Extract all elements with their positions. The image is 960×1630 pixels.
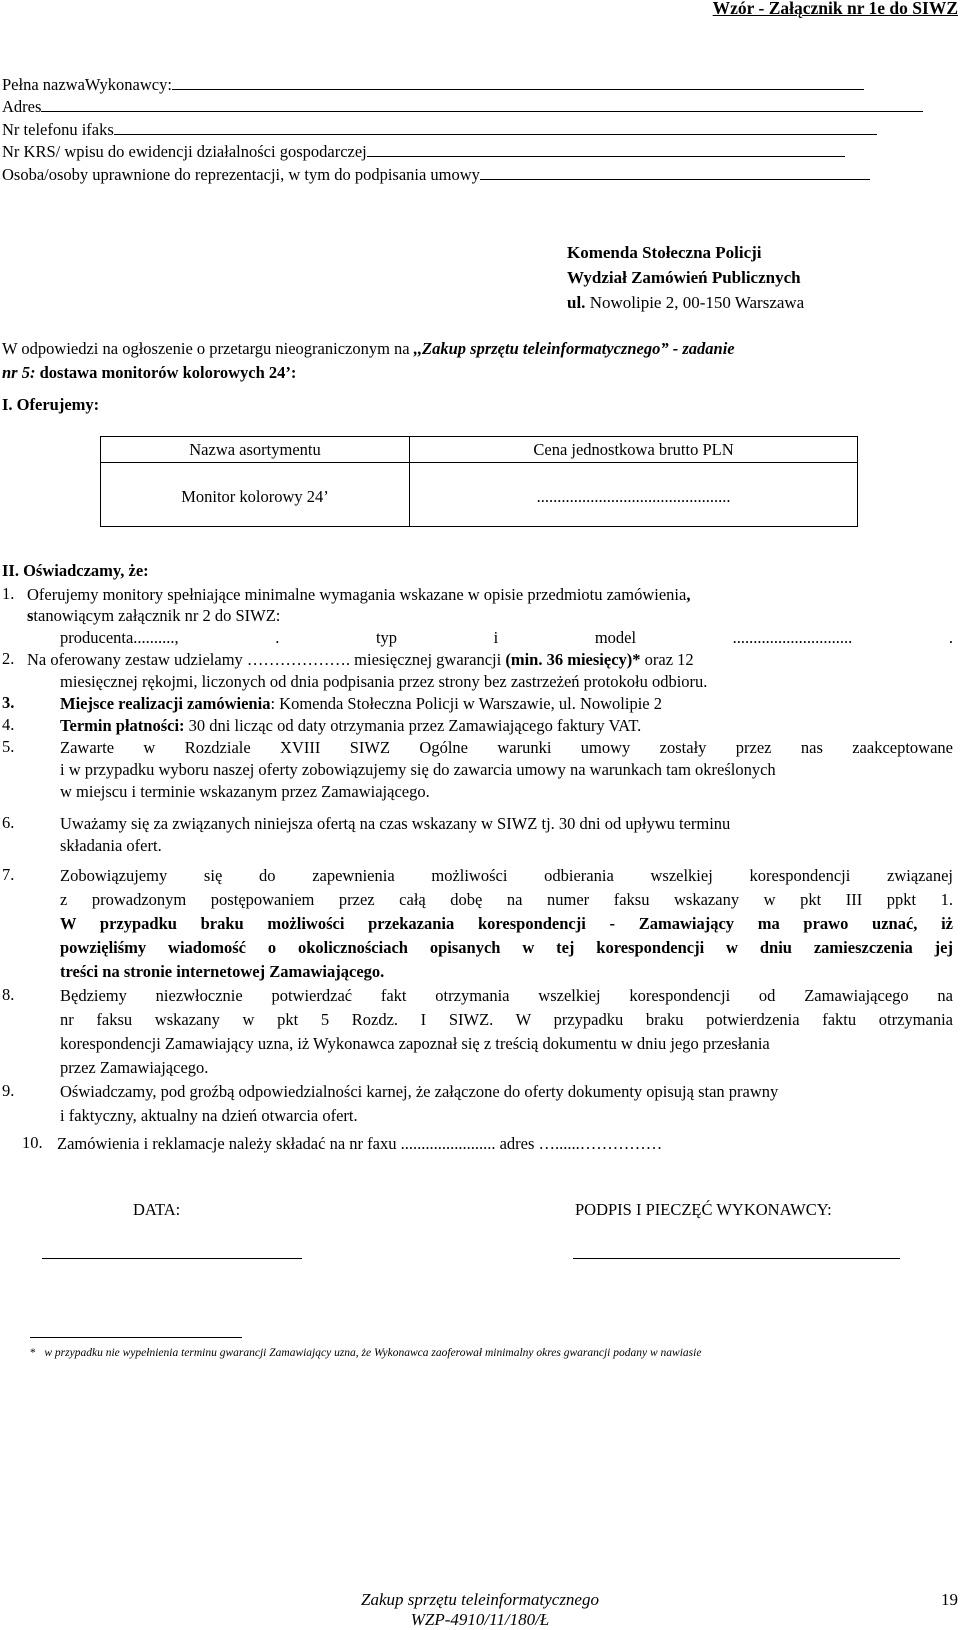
addressee-line3: ul. Nowolipie 2, 00-150 Warszawa (567, 293, 805, 312)
field-full-name (2, 74, 864, 96)
footnote: * w przypadku nie wypełnienia terminu gwarancji Zamawiający uzna, że Wykonawca zaoferował minimalny okres gwarancji podany w nawiasie (30, 1347, 702, 1359)
item-5-line3: w miejscu i terminie wskazanym przez Zamawiającego. (60, 782, 430, 801)
field-label: Adres (2, 97, 42, 116)
fill-line (114, 133, 877, 135)
item-number: 5. (2, 737, 15, 756)
date-line (42, 1258, 302, 1259)
field-krs (2, 141, 845, 163)
item-7-line2: z prowadzonym postępowaniem przez całą dobę na numer faksu wskazany w pkt III ppkt 1. (60, 890, 953, 909)
item-7-line5: treści na stronie internetowej Zamawiającego. (60, 962, 385, 981)
field-label: Nr KRS/ wpisu do ewidencji działalności gospodarczej (2, 142, 367, 161)
item-8-line3: korespondencji Zamawiający uzna, iż Wykonawca zapoznał się z treścią dokumentu w dniu jego przesłania (60, 1034, 770, 1053)
footnote-separator (30, 1337, 242, 1338)
item-3: Miejsce realizacji zamówienia: Komenda Stołeczna Policji w Warszawie, ul. Nowolipie 2 (60, 694, 662, 713)
item-8-line1: Będziemy niezwłocznie potwierdzać fakt otrzymania wszelkiej korespondencji od Zamawiającego na (60, 986, 953, 1005)
item-9-line1: Oświadczamy, pod groźbą odpowiedzialności karnej, że załączone do oferty dokumenty opisują stan prawny (60, 1082, 779, 1101)
item-number: 1. (2, 584, 15, 603)
item-2-line2: miesięcznej rękojmi, liczonych od dnia podpisania przez strony bez zastrzeżeń protokołu odbioru. (60, 672, 708, 691)
field-label: Nr telefonu ifaks (2, 120, 114, 139)
footer-reference: WZP-4910/11/180/Ł (410, 1610, 550, 1629)
item-5-line1: Zawarte w Rozdziale XVIII SIWZ Ogólne warunki umowy zostały przez nas zaakceptowane (60, 738, 953, 757)
item-4: Termin płatności: 30 dni licząc od daty otrzymania przez Zamawiającego faktury VAT. (60, 716, 642, 735)
col-header-name: Nazwa asortymentu (101, 437, 410, 463)
signature-label: PODPIS I PIECZĘĆ WYKONAWCY: (575, 1200, 832, 1219)
fill-line (480, 178, 870, 180)
item-7-line3: W przypadku braku możliwości przekazania korespondencji - Zamawiający ma prawo uznać, iż (60, 914, 953, 933)
addressee-line1: Komenda Stołeczna Policji (567, 243, 762, 262)
cell-product-name: Monitor kolorowy 24’ (101, 463, 410, 527)
item-number: 6. (2, 813, 15, 832)
field-label: Pełna nazwaWykonawcy: (2, 75, 172, 94)
item-9-line2: i faktyczny, aktualny na dzień otwarcia ofert. (60, 1106, 358, 1125)
offer-table (100, 436, 858, 527)
item-1-line2: stanowiącym załącznik nr 2 do SIWZ: (27, 606, 281, 625)
fill-line (172, 88, 864, 90)
item-7-line4: powzięliśmy wiadomość o okolicznościach opisanych w tej korespondencji w dniu zamieszczenia jej (60, 938, 953, 957)
page-number: 19 (941, 1590, 958, 1609)
fill-line (41, 110, 923, 112)
item-2-line1: Na oferowany zestaw udzielamy ………………. miesięcznej gwarancji (min. 36 miesięcy)* oraz 12 (27, 650, 694, 669)
item-6-line1: Uważamy się za związanych niniejsza ofertą na czas wskazany w SIWZ tj. 30 dni od upływu terminu (60, 814, 731, 833)
document-title: Wzór - Załącznik nr 1e do SIWZ (712, 0, 958, 18)
field-label: Osoba/osoby uprawnione do reprezentacji, w tym do podpisania umowy (2, 165, 480, 184)
item-number: 3. (2, 693, 15, 712)
item-number: 7. (2, 865, 15, 884)
item-8-line4: przez Zamawiającego. (60, 1058, 209, 1077)
item-8-line2: nr faksu wskazany w pkt 5 Rozdz. I SIWZ. W przypadku braku potwierdzenia faktu otrzymania (60, 1010, 953, 1029)
field-representatives (2, 164, 870, 186)
item-number: 10. (22, 1133, 43, 1152)
intro-line1: W odpowiedzi na ogłoszenie o przetargu nieograniczonym na ,,Zakup sprzętu teleinformatycznego” - zadanie (2, 339, 735, 358)
item-6-line2: składania ofert. (60, 836, 162, 855)
field-address (2, 96, 923, 118)
col-header-price: Cena jednostkowa brutto PLN (410, 437, 858, 463)
item-number: 8. (2, 985, 15, 1004)
item-10-line1: Zamówienia i reklamacje należy składać na nr faxu ....................... adres …......…………… (57, 1134, 663, 1153)
item-number: 9. (2, 1081, 15, 1100)
fill-line (367, 155, 845, 157)
addressee-line2: Wydział Zamówień Publicznych (567, 268, 801, 287)
field-phone-fax (2, 119, 877, 141)
item-1-line3: producenta.........., . typ i model ............................. . (60, 628, 953, 647)
intro-line2: nr 5: dostawa monitorów kolorowych 24’: (2, 363, 297, 382)
date-label: DATA: (133, 1200, 181, 1219)
item-7-line1: Zobowiązujemy się do zapewnienia możliwości odbierania wszelkiej korespondencji związanej (60, 866, 953, 885)
item-1-line1: Oferujemy monitory spełniające minimalne wymagania wskazane w opisie przedmiotu zamówienia, (27, 585, 691, 604)
item-number: 2. (2, 649, 15, 668)
signature-line (573, 1258, 900, 1259)
addressee-block (567, 240, 804, 315)
cell-unit-price: ............................................... (410, 463, 858, 527)
item-5-line2: i w przypadku wyboru naszej oferty zobowiązujemy się do zawarcia umowy na warunkach tam określonych (60, 760, 776, 779)
item-number: 4. (2, 715, 15, 734)
section2-heading: II. Oświadczamy, że: (2, 561, 149, 580)
section1-heading: I. Oferujemy: (2, 395, 100, 414)
footer-title: Zakup sprzętu teleinformatycznego (361, 1590, 599, 1609)
